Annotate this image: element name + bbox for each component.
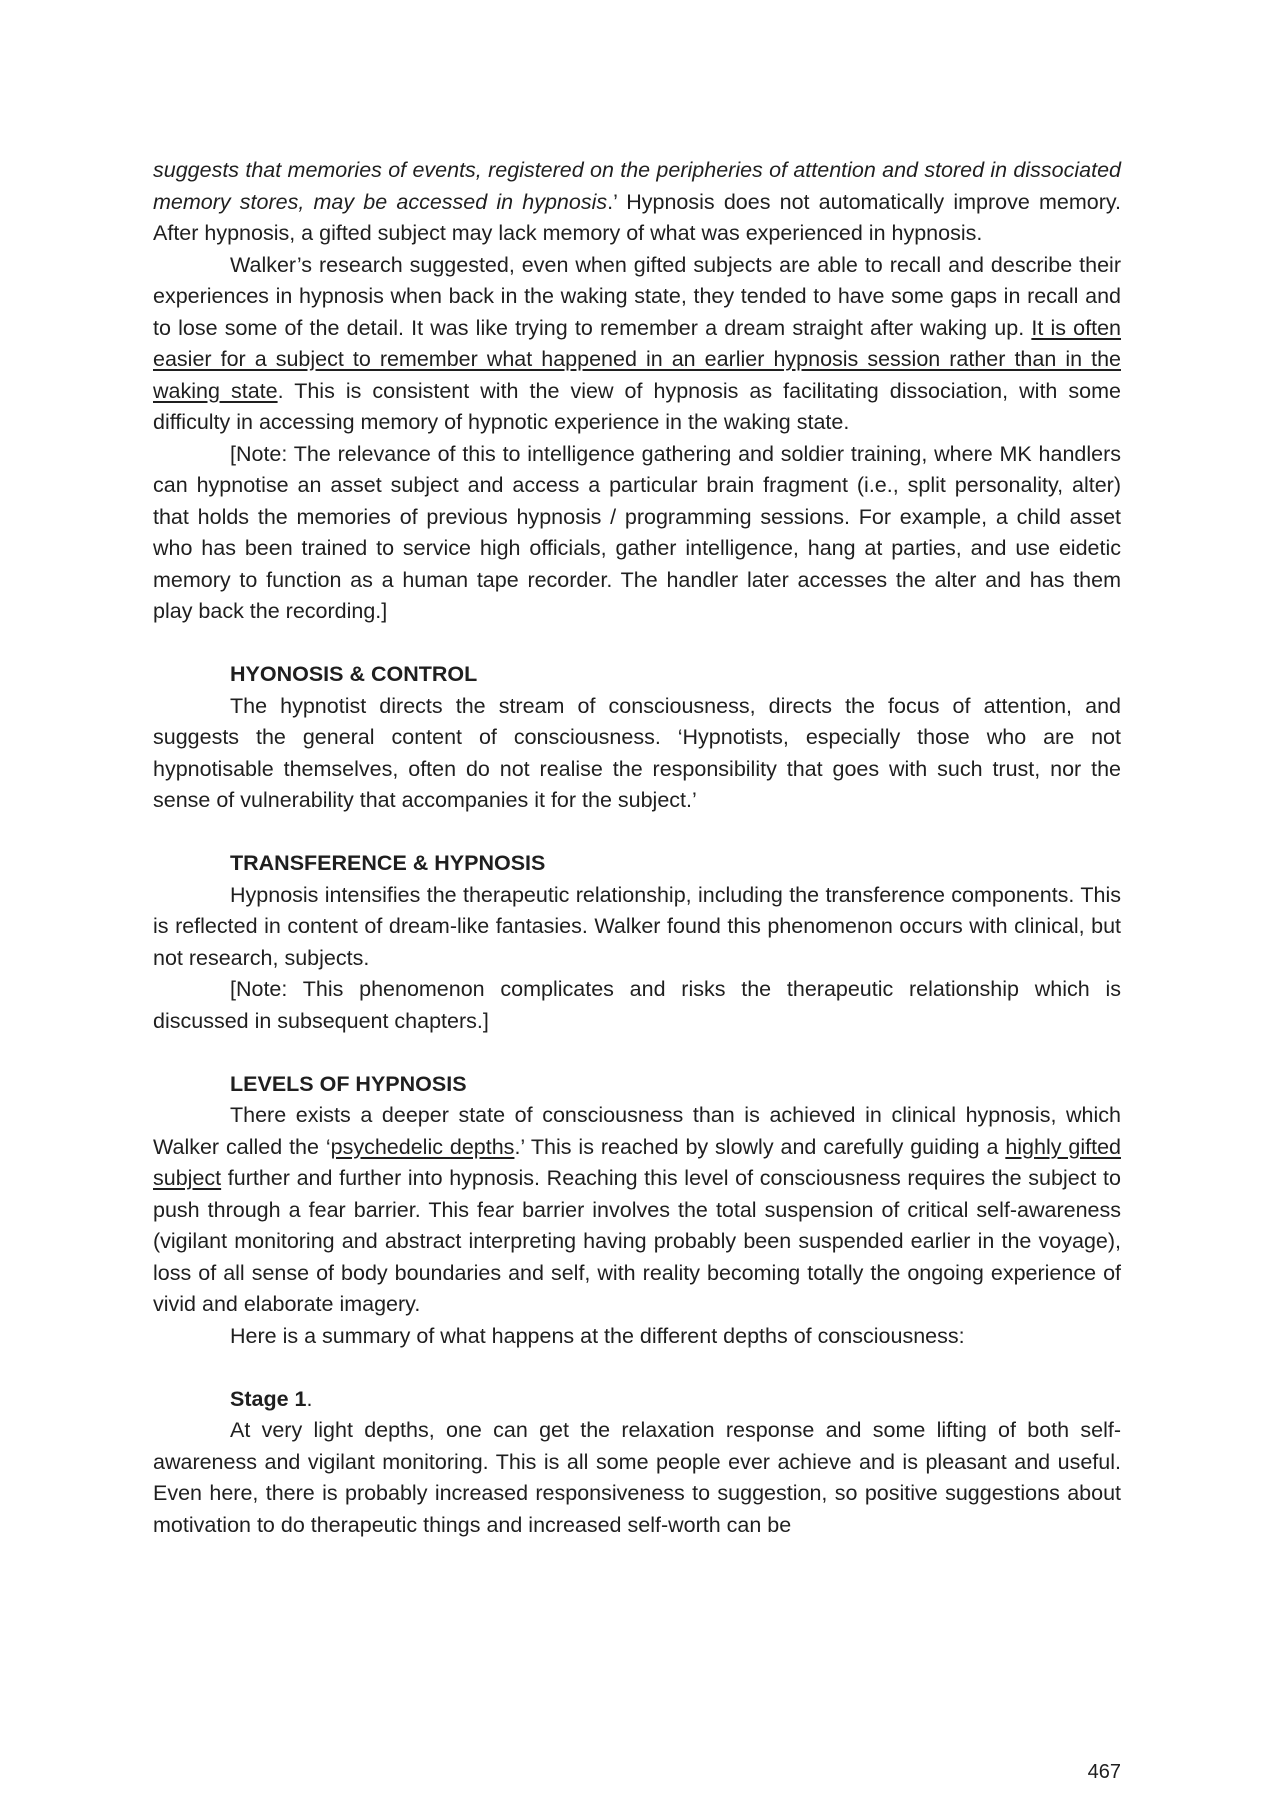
paragraph-note-intelligence: [Note: The relevance of this to intelligence gathering and soldier training, where MK handlers can hypnotise an asset subject and access a particular brain fragment (i.e., split personality, alter) that holds the memories of previous hypnosis / programming sessions. For example, a child asset who has been trained to service high officials, gather intelligence, hang at parties, and use eidetic memory to function as a human tape recorder. The handler later accesses the alter and has them play back the recording.] <box>153 441 1121 623</box>
paragraph-transference: Hypnosis intensifies the therapeutic relationship, including the transference components. This is reflected in content of dream-like fantasies. Walker found this phenomenon occurs with clinical, but not research, subjects. <box>153 882 1121 970</box>
paragraph-summary-intro: Here is a summary of what happens at the different depths of consciousness: <box>230 1323 965 1348</box>
underlined-gifted-subject: highly gifted subject <box>153 1134 1121 1190</box>
underlined-psychedelic-depths: psychedelic depths <box>330 1134 515 1159</box>
heading-hypnosis-control: HYONOSIS & CONTROL <box>230 662 478 686</box>
paragraph-stage-1: At very light depths, one can get the relaxation response and some lifting of both self-awareness and vigilant monitoring. This is all some people ever achieve and is pleasant and useful. Even here, there is probably increased responsiveness to suggestion, so positive suggestions about motivation to do therapeutic things and increased self-worth can be <box>153 1418 1121 1537</box>
page-number: 467 <box>1087 1761 1121 1783</box>
paragraph-walker-research: Walker’s research suggested, even when gifted subjects are able to recall and describe their experiences in hypnosis when back in the waking state, they tended to have some gaps in recall and to lose some of the detail. It was like trying to remember a dream straight after waking up. It is often easier for a subject to remember what happened in an earlier hypnosis session rather than in the waking state. This is consistent with the view of hypnosis as facilitating dissociation, with some difficulty in accessing memory of hypnotic experience in the waking state. <box>153 252 1121 434</box>
italic-quote: suggests that memories of events, registered on the peripheries of attention and stored in dissociated memory stores, may be accessed in hypnosis <box>153 158 1121 214</box>
underlined-text: It is often easier for a subject to remember what happened in an earlier hypnosis session rather than in the waking state <box>153 315 1121 403</box>
heading-transference: TRANSFERENCE & HYPNOSIS <box>230 851 546 875</box>
paragraph-note-phenomenon: [Note: This phenomenon complicates and risks the therapeutic relationship which is discussed in subsequent chapters.] <box>153 977 1121 1033</box>
page-body <box>153 155 1121 1541</box>
paragraph-memory-access: suggests that memories of events, registered on the peripheries of attention and stored in dissociated memory stores, may be accessed in hypnosis.’ Hypnosis does not automatically improve memory. After hypnosis, a gifted subject may lack memory of what was experienced in hypnosis. <box>153 158 1121 245</box>
paragraph-psychedelic-depths: There exists a deeper state of consciousness than is achieved in clinical hypnosis, which Walker called the ‘psychedelic depths.’ This is reached by slowly and carefully guiding a highly gifted subject further and further into hypnosis. Reaching this level of consciousness requires the subject to push through a fear barrier. This fear barrier involves the total suspension of critical self-awareness (vigilant monitoring and abstract interpreting having probably been suspended earlier in the voyage), loss of all sense of body boundaries and self, with reality becoming totally the ongoing experience of vivid and elaborate imagery. <box>153 1103 1121 1316</box>
paragraph-hypnotist-directs: The hypnotist directs the stream of consciousness, directs the focus of attention, and suggests the general content of consciousness. ‘Hypnotists, especially those who are not hypnotisable themselves, often do not realise the responsibility that goes with such trust, nor the sense of vulnerability that accompanies it for the subject.’ <box>153 693 1121 812</box>
heading-levels: LEVELS OF HYPNOSIS <box>230 1071 467 1096</box>
heading-stage-1: Stage 1. <box>230 1386 313 1411</box>
